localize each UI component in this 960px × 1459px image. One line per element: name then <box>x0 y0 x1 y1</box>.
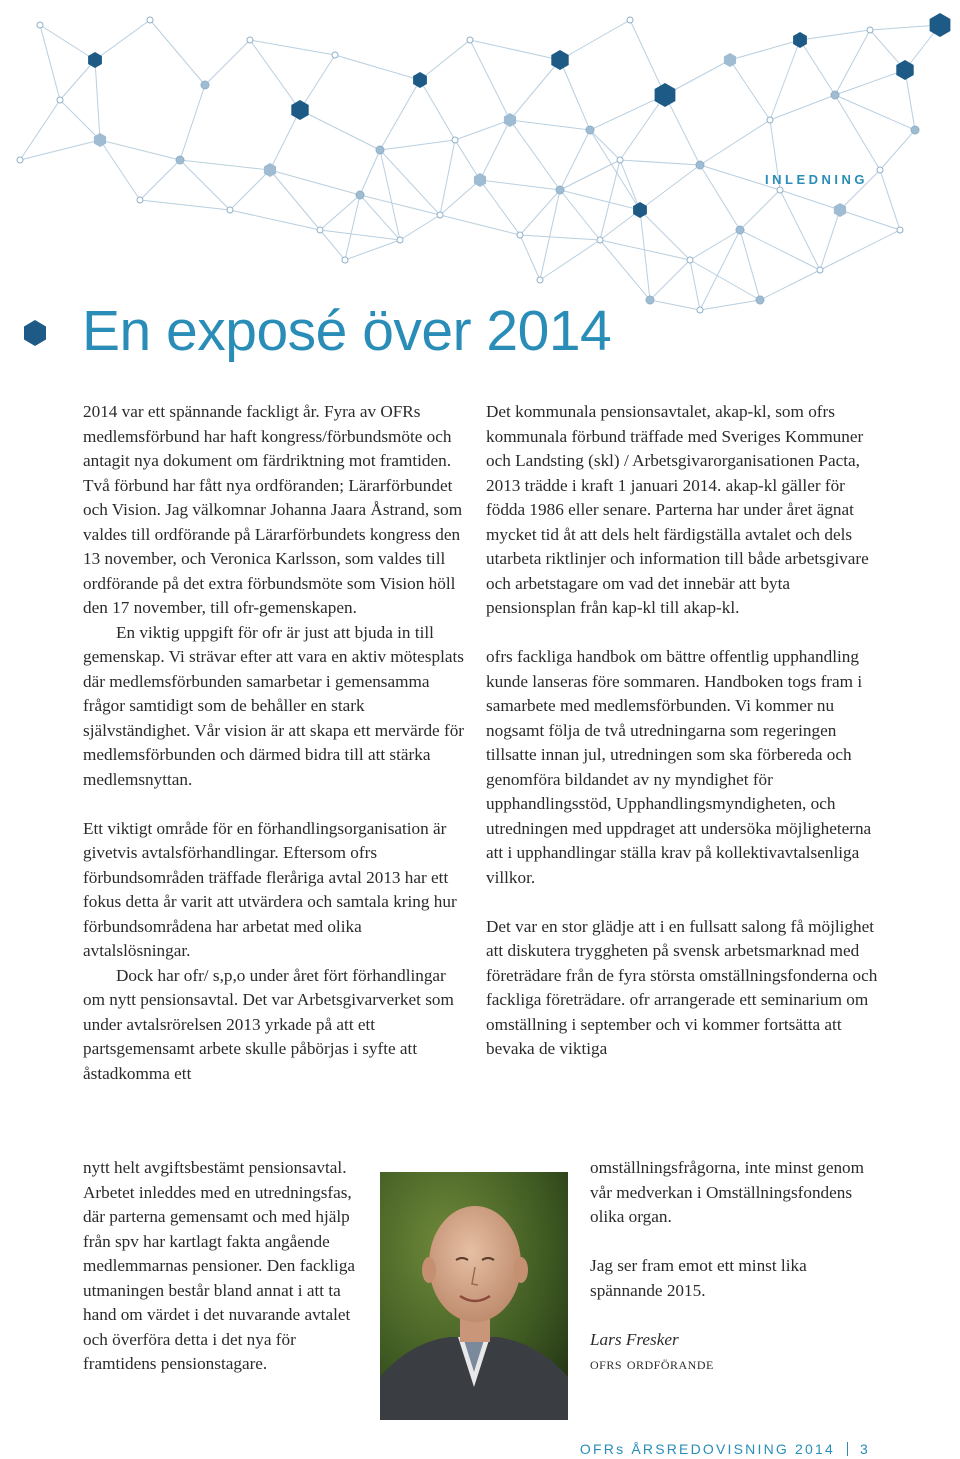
network-link <box>560 160 620 190</box>
network-link <box>380 80 420 150</box>
network-link <box>630 20 665 95</box>
network-node <box>201 81 209 89</box>
network-graphic <box>0 0 960 330</box>
network-link <box>540 240 600 280</box>
network-node <box>474 173 486 187</box>
network-node <box>517 232 523 238</box>
network-link <box>740 230 820 270</box>
network-link <box>320 230 345 260</box>
network-link <box>770 40 800 120</box>
network-link <box>880 130 915 170</box>
signature-role: ofrs ordförande <box>590 1354 714 1373</box>
network-link <box>560 20 630 60</box>
network-node <box>413 72 427 88</box>
network-link <box>700 120 770 165</box>
network-link <box>420 40 470 80</box>
paragraph: Dock har ofr/ s,p,o under året fört förhandlingar om nytt pensionsavtal. Det var Arbetsgivarverket som under avtalsrörelsen 2013 yrkade på att ett partsgemensamt arbete skulle påbörjas i syfte att åstadkomma ett <box>83 965 454 1083</box>
network-link <box>835 95 880 170</box>
network-link <box>380 150 440 215</box>
left-column-continued <box>83 1156 371 1377</box>
network-node <box>687 257 693 263</box>
page-number: 3 <box>860 1441 870 1457</box>
network-link <box>250 40 300 110</box>
paragraph: En viktig uppgift för ofr är just att bjuda in till gemenskap. Vi strävar efter att vara en aktiv mötesplats där medlemsförbunden samarbetar i gemensamma frågor samtidigt som de behåller en stark självständighet. Vår vision är att skapa ett mervärde för medlemsförbunden och därmed bidra till att stärka medlemsnyttan. <box>83 622 465 789</box>
network-node <box>57 97 63 103</box>
network-link <box>360 195 400 240</box>
network-link <box>20 140 100 160</box>
paragraph: Det var en stor glädje att i en fullsatt salong få möjlighet att diskutera tryggheten på svensk arbetsmarknad med företrädare från de fyra största omställningsfonderna och fackliga företrädare. ofr arrangerade ett seminarium om omställning i september och vi kommer fortsätta att bevaka de viktiga <box>486 916 878 1058</box>
network-node <box>867 27 873 33</box>
network-link <box>230 210 320 230</box>
network-node <box>556 186 564 194</box>
network-link <box>520 235 540 280</box>
network-node <box>291 100 308 120</box>
portrait-photo <box>380 1172 568 1420</box>
network-link <box>640 210 690 260</box>
network-node <box>617 157 623 163</box>
network-node <box>646 296 654 304</box>
network-link <box>700 300 760 310</box>
network-node <box>831 91 839 99</box>
network-link <box>590 130 620 160</box>
network-node <box>767 117 773 123</box>
network-link <box>870 25 940 30</box>
network-link <box>650 260 690 300</box>
network-node <box>897 227 903 233</box>
paragraph: Det kommunala pensionsavtalet, akap-kl, som ofrs kommunala förbund träffade med Sveriges Kommuner och Landsting (skl) / Arbetsgivarorganisationen Pacta, 2013 trädde i kraft 1 januari 2014. akap-kl gäller för födda 1986 eller senare. Parterna har under året ägnat mycket tid åt att dels helt färdigställa avtalet och dels utarbeta riktlinjer och information till både arbetsgivare och arbetstagare om vad det innebär att byta pensionsplan från kap-kl till akap-kl. <box>486 402 869 617</box>
network-link <box>590 95 665 130</box>
network-node <box>247 37 253 43</box>
network-link <box>270 170 360 195</box>
network-link <box>560 190 600 240</box>
network-link <box>180 160 230 210</box>
network-node <box>147 17 153 23</box>
network-link <box>840 210 900 230</box>
right-column <box>486 400 880 1062</box>
network-link <box>640 210 650 300</box>
network-node <box>397 237 403 243</box>
signature-name: Lars Fresker <box>590 1329 679 1349</box>
network-link <box>800 30 870 40</box>
network-link <box>345 240 400 260</box>
network-link <box>300 55 335 110</box>
network-link <box>560 130 590 190</box>
network-link <box>335 55 420 80</box>
page-footer <box>580 1441 870 1457</box>
network-link <box>730 40 800 60</box>
network-node <box>317 227 323 233</box>
network-node <box>332 52 338 58</box>
network-link <box>740 190 780 230</box>
network-link <box>360 195 440 215</box>
publication-title: OFRs ÅRSREDOVISNING 2014 <box>579 1441 835 1457</box>
network-node <box>911 126 919 134</box>
network-link <box>520 190 560 235</box>
network-link <box>510 120 590 130</box>
network-link <box>510 120 560 190</box>
network-node <box>37 22 43 28</box>
network-link <box>150 20 205 85</box>
network-link <box>205 40 250 85</box>
network-link <box>640 165 700 210</box>
network-link <box>800 40 835 95</box>
right-column-continued <box>590 1156 880 1377</box>
network-node <box>777 187 783 193</box>
network-link <box>620 160 700 165</box>
network-link <box>60 100 100 140</box>
network-node <box>586 126 594 134</box>
left-column <box>83 400 465 1086</box>
network-node <box>17 157 23 163</box>
network-link <box>140 200 230 210</box>
paragraph: ofrs fackliga handbok om bättre offentlig upphandling kunde lanseras före sommaren. Handboken togs fram i samarbete med medlemsförbunden. Vi kommer nu nogsamt följa de två utredningarna som regeringen tillsatte innan jul, utredningen som ska förbereda och genomföra bildandet av ny myndighet för upphandlingsstöd, Upphandlingsmyndigheten, och utredningen med uppdraget att undersöka möjligheterna att i upphandlingar ställa krav på kollektivavtalsenliga villkor. <box>486 647 872 887</box>
network-link <box>100 140 180 160</box>
network-link <box>455 140 480 180</box>
network-node <box>877 167 883 173</box>
network-link <box>665 95 700 165</box>
network-node <box>376 146 384 154</box>
network-node <box>817 267 823 273</box>
network-node <box>627 17 633 23</box>
network-link <box>520 235 600 240</box>
closing-paragraph: Jag ser fram emot ett minst lika spännande 2015. <box>590 1256 807 1300</box>
network-node <box>633 202 647 218</box>
network-node <box>655 83 676 107</box>
network-link <box>420 80 455 140</box>
network-link <box>180 160 270 170</box>
network-node <box>793 32 807 48</box>
network-link <box>140 160 180 200</box>
network-node <box>437 212 443 218</box>
network-link <box>360 150 380 195</box>
network-link <box>345 195 360 260</box>
network-node <box>597 237 603 243</box>
network-node <box>537 277 543 283</box>
network-link <box>780 190 820 270</box>
network-node <box>756 296 764 304</box>
network-link <box>560 60 590 130</box>
network-link <box>690 260 700 310</box>
network-node <box>724 53 736 67</box>
network-link <box>95 60 100 140</box>
network-link <box>510 60 560 120</box>
network-link <box>380 150 400 240</box>
network-link <box>730 60 770 120</box>
network-link <box>835 70 905 95</box>
network-link <box>600 160 620 240</box>
network-node <box>467 37 473 43</box>
network-link <box>270 110 300 170</box>
network-link <box>300 110 380 150</box>
network-link <box>60 60 95 100</box>
network-link <box>560 190 640 210</box>
network-link <box>95 20 150 60</box>
network-node <box>342 257 348 263</box>
network-node <box>227 207 233 213</box>
network-link <box>180 85 205 160</box>
network-link <box>835 30 870 95</box>
network-node <box>697 307 703 313</box>
page-title: En exposé över 2014 <box>82 299 612 363</box>
network-node <box>137 197 143 203</box>
network-link <box>480 180 560 190</box>
paragraph: Ett viktigt område för en förhandlingsorganisation är givetvis avtalsförhandlingar. Eftersom ofrs förbundsområden träffade fleråriga avtal 2013 har ett fokus detta år varit att utvärdera och samtala kring hur förbundsområdena har arbetat med olika avtalslösningar. <box>83 818 457 960</box>
paragraph: omställningsfrågorna, inte minst genom vår medverkan i Omställningsfondens olika organ. <box>590 1158 865 1226</box>
network-link <box>620 95 665 160</box>
network-link <box>770 95 835 120</box>
hexagon-icon <box>20 318 50 348</box>
network-link <box>820 230 900 270</box>
network-link <box>400 215 440 240</box>
network-link <box>690 260 760 300</box>
network-node <box>356 191 364 199</box>
network-link <box>380 140 455 150</box>
network-node <box>176 156 184 164</box>
network-link <box>320 195 360 230</box>
network-node <box>452 137 458 143</box>
network-node <box>930 13 951 37</box>
network-link <box>470 40 560 60</box>
network-link <box>470 40 510 120</box>
network-link <box>250 40 335 55</box>
paragraph: nytt helt avgiftsbestämt pensionsavtal. Arbetet inleddes med en utredningsfas, där parterna gemensamt och med hjälp från spv har kartlagt fakta angående medlemmarnas pensioner. Den fackliga utmaningen består bland annat i att ta hand om värdet i det nuvarande avtalet och överföra detta i det nya för framtidens pensionstagare. <box>83 1158 356 1373</box>
network-node <box>736 226 744 234</box>
network-link <box>540 190 560 280</box>
network-link <box>880 170 900 230</box>
section-label: INLEDNING <box>765 172 868 187</box>
network-link <box>650 300 700 310</box>
network-link <box>620 160 640 210</box>
paragraph: 2014 var ett spännande fackligt år. Fyra av OFRs medlemsförbund har haft kongress/förbundsmöte och antagit nya dokument om färdriktning mot framtiden. Två förbund har fått nya ordföranden; Lärarförbundet och Vision. Jag välkomnar Johanna Jaara Åstrand, som valdes till ordförande på Lärarförbundets kongress den 13 november, och Veronica Karlsson, som valdes till ordförande på det extra förbundsmöte som Vision höll den 17 november, till ofr-gemenskapen. <box>83 402 463 617</box>
network-link <box>320 230 400 240</box>
network-link <box>760 270 820 300</box>
network-link <box>835 95 915 130</box>
network-node <box>696 161 704 169</box>
footer-divider <box>847 1442 848 1456</box>
network-link <box>230 170 270 210</box>
network-link <box>740 230 760 300</box>
network-link <box>700 165 740 230</box>
